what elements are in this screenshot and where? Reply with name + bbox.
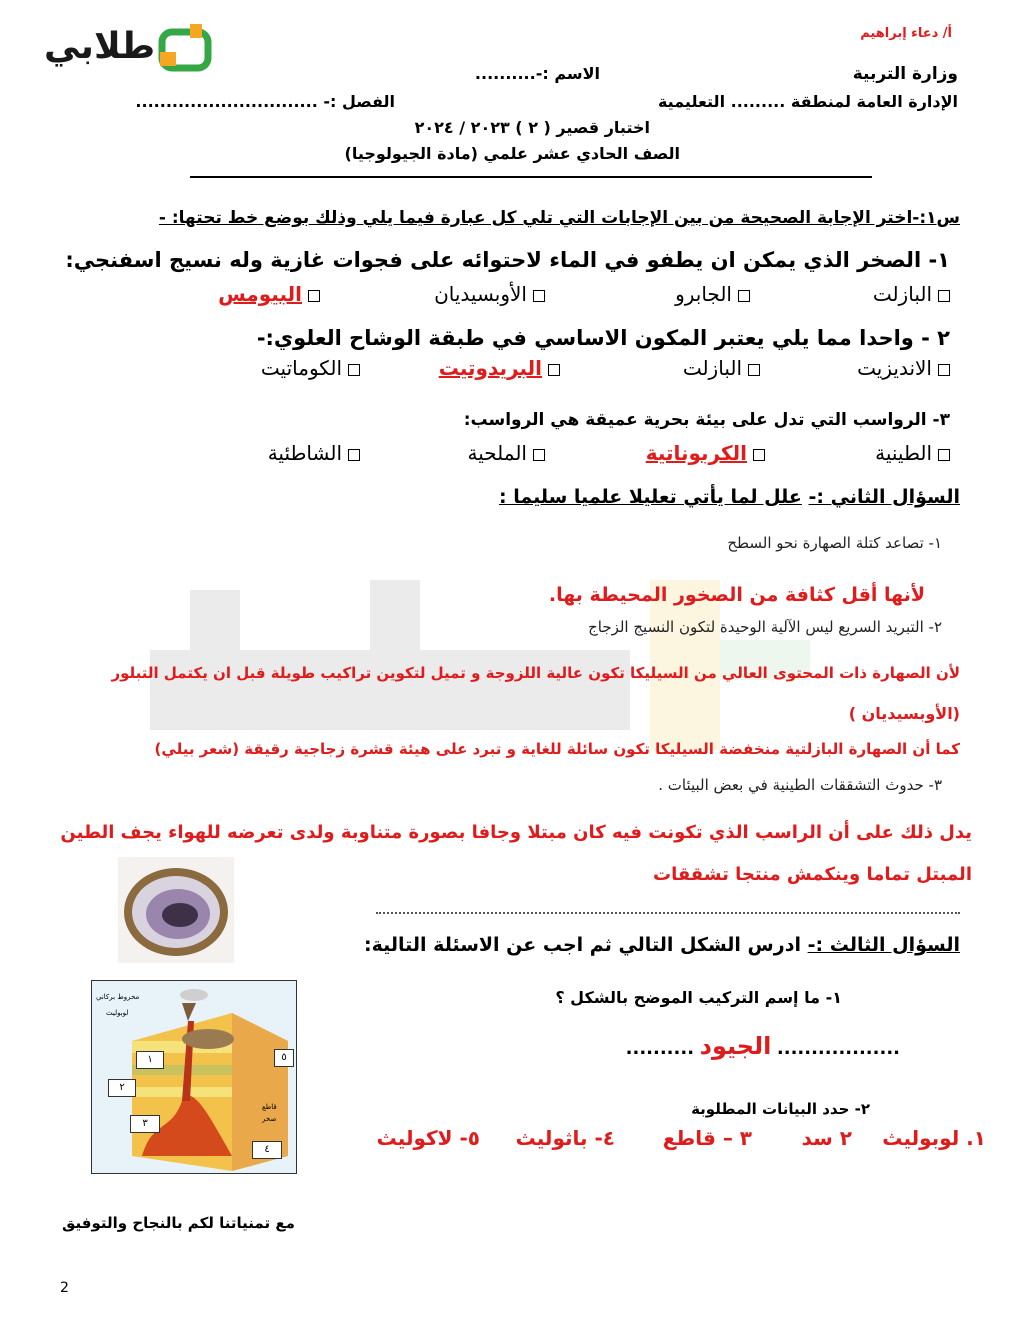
q2-item1: ١- تصاعد كتلة الصهارة نحو السطح: [727, 534, 942, 552]
q2-item2: ٢- التبريد السريع ليس الآلية الوحيدة لتكون النسيج الزجاج: [588, 618, 942, 636]
q3-sub2: ٢- حدد البيانات المطلوبة: [691, 1100, 870, 1118]
q2-title: السؤال الثاني :-: [808, 486, 960, 508]
q1-item2-option-2[interactable]: البازلت: [683, 356, 760, 380]
page-number: 2: [60, 1280, 69, 1296]
q1-item2-stem: ٢ - واحدا مما يلي يعتبر المكون الاساسي في طبقة الوشاح العلوي:-: [256, 326, 950, 350]
checkbox-icon: [533, 290, 545, 302]
q1-item1-option-3[interactable]: الأوبسيديان: [434, 282, 545, 306]
diagram-text-rock: صخر: [262, 1115, 277, 1123]
q3-answer-item-1: ١. لوبوليث: [882, 1126, 986, 1150]
checkbox-icon: [753, 449, 765, 461]
closing-wish: مع تمنياتنا لكم بالنجاح والتوفيق: [62, 1214, 295, 1232]
q3-answer-item-3: ٣ – قاطع: [662, 1126, 752, 1150]
q1-item1-option-1[interactable]: البازلت: [873, 282, 950, 306]
checkbox-icon: [738, 290, 750, 302]
q3-answer1: الجيود: [699, 1032, 772, 1060]
checkbox-icon: [938, 449, 950, 461]
logo: [42, 18, 212, 78]
header-divider: [190, 176, 872, 178]
q1-item1-option-4-correct[interactable]: البيومس: [218, 282, 320, 306]
q2-answer3a: يدل ذلك على أن الراسب الذي تكونت فيه كان مبتلا وجافا بصورة متناوبة ولدى تعرضه للهواء يجف الطين: [60, 822, 972, 843]
checkbox-icon: [938, 364, 950, 376]
diagram-label-4: ٤: [252, 1141, 282, 1159]
q2-instruction: علل لما يأتي تعليلا علميا سليما :: [499, 486, 802, 508]
checkbox-icon: [748, 364, 760, 376]
checkbox-icon: [938, 290, 950, 302]
dotted-separator: [376, 912, 960, 914]
checkbox-icon: [308, 290, 320, 302]
checkbox-icon: [533, 449, 545, 461]
q3-header: [364, 934, 960, 956]
q3-title: السؤال الثالث :-: [807, 934, 960, 956]
diagram-label-3: ٣: [130, 1115, 160, 1133]
q2-answer3b: المبتل تماما وينكمش منتجا تشققات: [653, 864, 972, 885]
q1-item2-option-3-correct[interactable]: البريدوتيت: [439, 356, 560, 380]
q1-item3-stem: ٣- الرواسب التي تدل على بيئة بحرية عميقة هي الرواسب:: [463, 410, 950, 430]
q1-item1-stem: ١- الصخر الذي يمكن ان يطفو في الماء لاحتوائه على فجوات غازية وله نسيج اسفنجي:: [65, 248, 950, 272]
diagram-text-dike: قاطع: [262, 1103, 277, 1111]
q1-item3-option-4[interactable]: الشاطئية: [268, 441, 360, 465]
q1-item2-option-4[interactable]: الكوماتيت: [261, 356, 360, 380]
student-name-field: الاسم :-..........: [474, 64, 600, 83]
q2-answer2a: لأن الصهارة ذات المحتوى العالي من السيليكا تكون عالية اللزوجة و تميل لتكوين تراكيب طويلة قبل ان يكتمل التبلور: [111, 664, 960, 682]
diagram-label-2: ٢: [108, 1079, 136, 1097]
exam-title: اختبار قصير ( ٢ ) ٢٠٢٣ / ٢٠٢٤: [414, 118, 650, 137]
grade-subject: الصف الحادي عشر علمي (مادة الجيولوجيا): [344, 144, 680, 163]
checkbox-icon: [548, 364, 560, 376]
igneous-intrusions-diagram: [91, 980, 297, 1174]
q1-item3-option-3[interactable]: الملحية: [467, 441, 545, 465]
q3-answer1-line: .................. الجيود ..........: [625, 1032, 900, 1060]
diagram-label-5: ٥: [274, 1049, 294, 1067]
geode-image: [118, 857, 234, 963]
diagram-text-lopolith: لوبوليث: [106, 1009, 129, 1017]
admin-label: الإدارة العامة لمنطقة ......... التعليمية: [657, 92, 958, 111]
checkbox-icon: [348, 449, 360, 461]
q1-item1-option-2[interactable]: الجابرو: [675, 282, 750, 306]
q2-header: [499, 486, 960, 508]
q3-answer-item-2: ٢ سد: [801, 1126, 852, 1150]
q2-item3: ٣- حدوث التشققات الطينية في بعض البيئات .: [658, 776, 942, 794]
q3-sub1: ١- ما إسم التركيب الموضح بالشكل ؟: [555, 988, 842, 1007]
q3-answer-item-5: ٥- لاكوليث: [376, 1126, 480, 1150]
q3-answer-item-4: ٤- باثوليث: [515, 1126, 615, 1150]
ministry-label: وزارة التربية: [852, 64, 958, 84]
q1-item3-option-2-correct[interactable]: الكربوناتية: [646, 441, 765, 465]
q1-item2-option-1[interactable]: الانديزيت: [857, 356, 950, 380]
checkbox-icon: [348, 364, 360, 376]
q2-answer2c: كما أن الصهارة البازلتية منخفضة السيليكا تكون سائلة للغاية و تبرد على هيئة قشرة زجاجية رقيقة (شعر بيلي): [154, 740, 960, 758]
q3-instruction: ادرس الشكل التالي ثم اجب عن الاسئلة التالية:: [364, 934, 801, 956]
diagram-text-volcano: مخروط بركاني: [96, 993, 140, 1001]
class-field: الفصل :- ..............................: [135, 92, 395, 111]
diagram-label-1: ١: [136, 1051, 164, 1069]
logo-text: طلابي: [44, 26, 156, 67]
teacher-name: أ/ دعاء إبراهيم: [860, 26, 952, 41]
q1-item3-option-1[interactable]: الطينية: [875, 441, 950, 465]
q1-instruction: س١:-اختر الإجابة الصحيحة من بين الإجابات التي تلي كل عبارة فيما يلي وذلك بوضع خط تحتها: -: [158, 208, 960, 228]
q2-answer2b: (الأوبسيديان ): [848, 704, 960, 723]
q2-answer1: لأنها أقل كثافة من الصخور المحيطة بها.: [548, 584, 925, 606]
